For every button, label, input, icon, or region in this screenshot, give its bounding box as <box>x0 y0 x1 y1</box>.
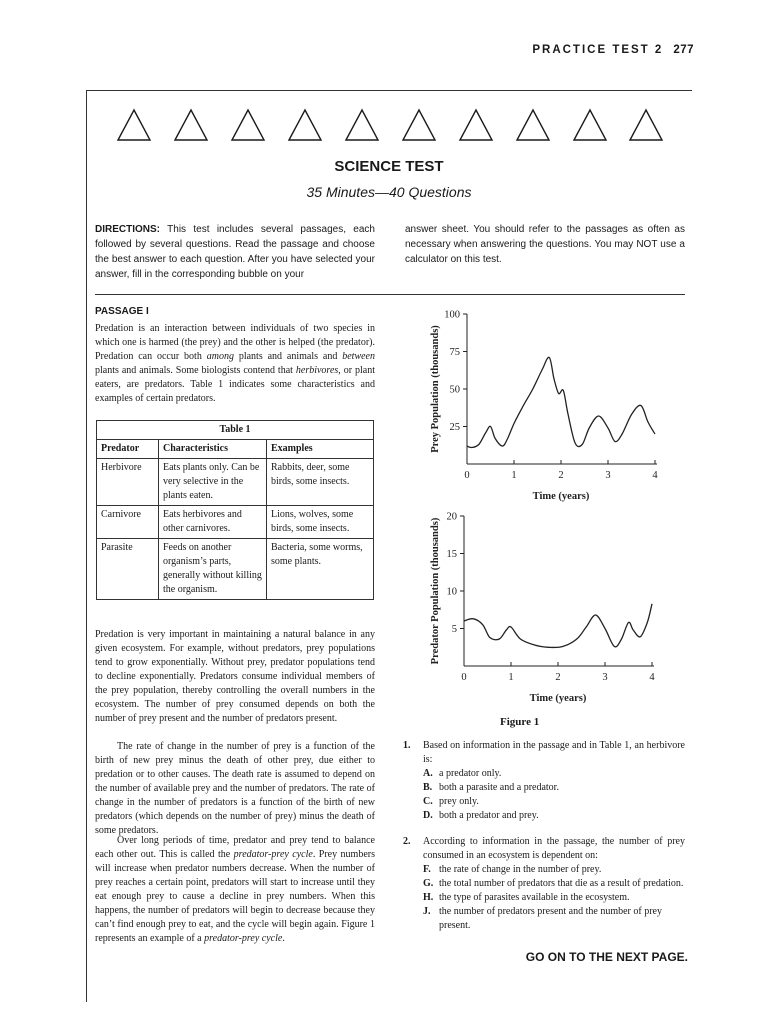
table-cell: Rabbits, deer, some birds, some insects. <box>267 459 374 506</box>
y-tick-label: 75 <box>449 347 460 358</box>
x-tick-label: 3 <box>602 672 608 683</box>
text-run: . Prey numbers will increase when predator numbers decrease. When the number of prey reaches a certain point, predators will start to increase until they eat enough prey to cause a decline in prey numbers. When this happens, the number of predators will begin to decrease because they can’t find enough prey to eat, and the cycle will begin again. Figure 1 represents an example of a <box>95 849 375 944</box>
y-axis-label: Prey Population (thousands) <box>430 325 441 453</box>
section-divider <box>95 294 685 295</box>
option-letter: D. <box>423 810 433 821</box>
x-tick-label: 4 <box>652 470 658 481</box>
table-cell: Parasite <box>97 539 159 600</box>
y-tick-label: 10 <box>446 586 457 598</box>
table-cell: Eats plants only. Can be very selective in the plants eaten. <box>159 459 267 506</box>
y-tick-label: 25 <box>449 422 460 433</box>
answer-option-h[interactable] <box>423 891 685 905</box>
table-cell: Bacteria, some worms, some plants. <box>267 539 374 600</box>
table-header: Examples <box>267 440 374 459</box>
table-row <box>97 459 374 506</box>
option-letter: A. <box>423 768 433 779</box>
test-title: SCIENCE TEST <box>334 158 444 175</box>
table-cell: Lions, wolves, some birds, some insects. <box>267 506 374 539</box>
triangle-banner <box>116 108 664 142</box>
text-run: Predation is an interaction between individuals of two species in which one is harmed (the prey) and the other is helped (the predator). Predation can occur both <box>95 323 375 362</box>
text-run: plants and animals. Some biologists contend that <box>95 365 296 376</box>
triangle-icon <box>289 110 321 140</box>
question-stem: According to information in the passage, the number of prey consumed in an ecosystem is dependent on: <box>423 836 685 861</box>
option-text: the number of predators present and the number of prey present. <box>439 906 662 931</box>
option-text: both a parasite and a predator. <box>439 782 559 793</box>
question-stem: Based on information in the passage and in Table 1, an herbivore is: <box>423 740 685 765</box>
option-letter: J. <box>423 906 431 917</box>
option-text: the type of parasites available in the ecosystem. <box>439 892 630 903</box>
question-number: 1. <box>403 740 411 751</box>
text-run: , or plant eaters, are predators. Table 1 indicates some characteristics and examples of certain predators. <box>95 365 375 404</box>
figure-1-charts <box>420 304 670 714</box>
answer-option-a[interactable] <box>423 767 685 781</box>
triangle-icon <box>346 110 378 140</box>
prey-population-line <box>467 357 655 447</box>
passage-title: PASSAGE I <box>95 306 149 317</box>
emphasis-herbivores: herbivores <box>295 365 339 376</box>
question-1 <box>403 739 685 823</box>
text-run: . <box>282 933 285 944</box>
x-tick-label: 0 <box>461 672 467 683</box>
option-text: the total number of predators that die as a result of predation. <box>439 878 684 889</box>
passage-paragraph-1 <box>95 322 375 406</box>
option-letter: G. <box>423 878 434 889</box>
answer-option-c[interactable] <box>423 795 685 809</box>
answer-option-j[interactable] <box>423 905 685 933</box>
directions-label: DIRECTIONS: <box>95 224 160 235</box>
answer-option-g[interactable] <box>423 877 685 891</box>
table-caption: Table 1 <box>97 421 374 440</box>
option-text: a predator only. <box>439 768 502 779</box>
triangle-icon <box>118 110 150 140</box>
emphasis-between: between <box>342 351 375 362</box>
answer-option-d[interactable] <box>423 809 685 823</box>
x-tick-label: 2 <box>555 672 561 683</box>
y-axis-label: Predator Population (thousands) <box>430 517 441 665</box>
triangle-icon <box>175 110 207 140</box>
y-tick-label: 50 <box>449 384 460 396</box>
question-number: 2. <box>403 836 411 847</box>
directions-right: answer sheet. You should refer to the passages as often as necessary when answering the questions. You may NOT use a calculator on this test. <box>405 224 685 265</box>
emphasis-term: predator-prey cycle <box>204 933 283 944</box>
text-run: plants and animals and <box>233 351 343 362</box>
x-tick-label: 3 <box>605 470 611 481</box>
triangle-icon <box>574 110 606 140</box>
x-axis-label: Time (years) <box>529 693 587 704</box>
table-header: Characteristics <box>159 440 267 459</box>
answer-option-f[interactable] <box>423 863 685 877</box>
y-tick-label: 100 <box>444 309 460 321</box>
x-axis-label: Time (years) <box>532 491 590 502</box>
x-tick-label: 0 <box>464 470 470 481</box>
question-2 <box>403 835 685 933</box>
directions-text-left: This test includes several passages, each followed by several questions. Read the passage and choose the best answer to each question. After you have selected your answer, fill in the corresponding bubble on your <box>95 224 375 280</box>
table-row <box>97 506 374 539</box>
triangle-icon <box>460 110 492 140</box>
option-letter: F. <box>423 864 431 875</box>
table-cell: Herbivore <box>97 459 159 506</box>
triangle-icon <box>517 110 549 140</box>
predator-population-line <box>464 604 652 648</box>
y-tick-label: 15 <box>446 549 457 560</box>
passage-paragraph-2: Predation is very important in maintaining a natural balance in any given ecosystem. For example, without predators, prey populations tend to grow exponentially. Without prey, predator populations tend to decline exponentially. Predators consume individual members of the prey population, thereby controlling the overall numbers in the ecosystem. The number of prey consumed depends on both the number of prey present and the number of predators present. <box>95 629 375 724</box>
x-tick-label: 1 <box>511 470 517 481</box>
y-tick-label: 20 <box>446 511 457 523</box>
go-on-notice: GO ON TO THE NEXT PAGE. <box>525 950 688 964</box>
option-letter: H. <box>423 892 434 903</box>
option-text: both a predator and prey. <box>439 810 539 821</box>
directions-left <box>95 222 375 282</box>
table-row <box>97 539 374 600</box>
triangle-icon <box>232 110 264 140</box>
text-run: Over long periods of time, predator and prey tend to balance each other out. This is called the <box>95 835 375 860</box>
x-tick-label: 1 <box>508 672 514 683</box>
test-subtitle: 35 Minutes—40 Questions <box>306 184 472 200</box>
emphasis-among: among <box>206 351 234 362</box>
triangle-icon <box>630 110 662 140</box>
table-cell: Carnivore <box>97 506 159 539</box>
table-cell: Feeds on another organism’s parts, generally without killing the organism. <box>159 539 267 600</box>
option-text: prey only. <box>439 796 479 807</box>
header-title: PRACTICE TEST 2 <box>532 44 664 56</box>
table-header: Predator <box>97 440 159 459</box>
table-cell: Eats herbivores and other carnivores. <box>159 506 267 539</box>
triangle-icon <box>403 110 435 140</box>
table-1 <box>96 420 374 600</box>
emphasis-term: predator-prey cycle <box>233 849 313 860</box>
option-text: the rate of change in the number of prey. <box>439 864 602 875</box>
x-tick-label: 2 <box>558 470 564 481</box>
option-letter: C. <box>423 796 433 807</box>
figure-label: Figure 1 <box>500 716 540 728</box>
option-letter: B. <box>423 782 433 793</box>
x-tick-label: 4 <box>649 672 655 683</box>
running-head <box>532 44 694 56</box>
answer-option-b[interactable] <box>423 781 685 795</box>
y-tick-label: 5 <box>451 624 457 635</box>
passage-paragraph-4 <box>95 834 375 946</box>
passage-paragraph-3: The rate of change in the number of prey is a function of the birth of new prey minus the death of other prey, due either to predation or to other causes. The death rate is assumed to depend on the number of available prey and the number of predators. The rate of change in the number of predators is a function of the birth of new predators (which depends on the number of prey) minus the death of some predators. <box>95 741 375 836</box>
page-number: 277 <box>673 44 694 56</box>
